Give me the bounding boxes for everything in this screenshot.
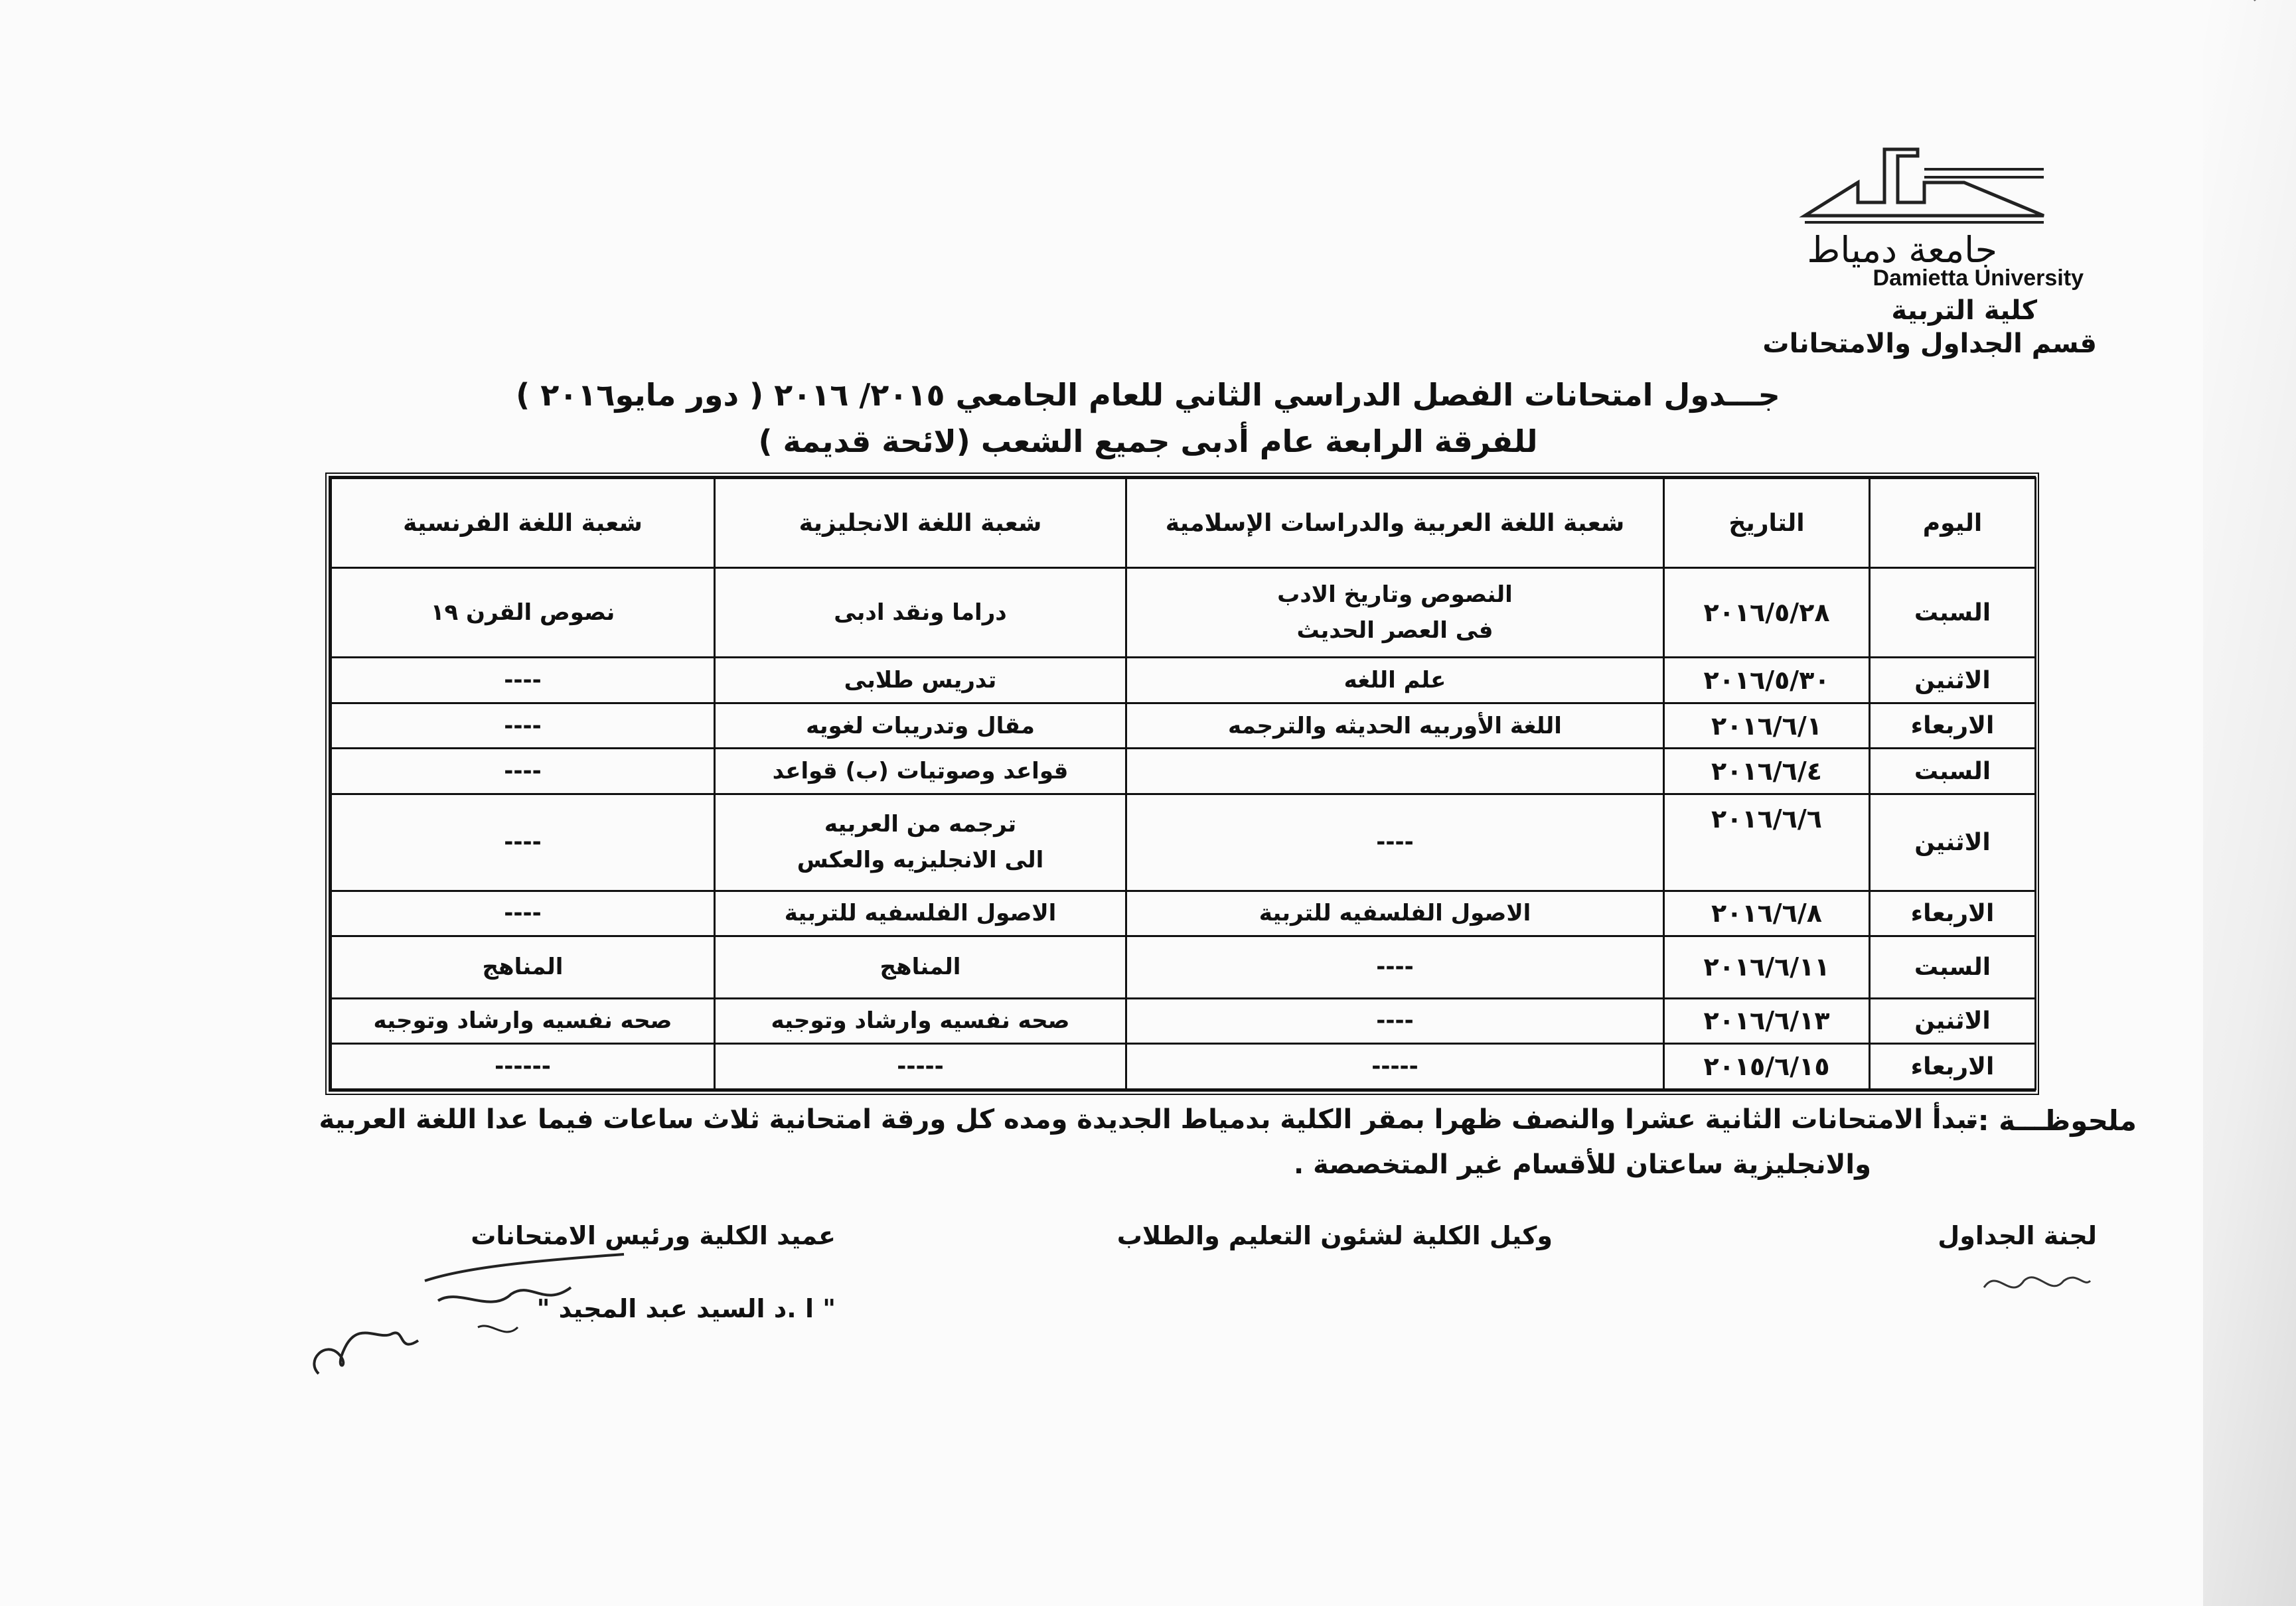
table-row [331,658,2036,703]
cell-date: ٢٠١٥/٦/١٥ [1664,1044,1870,1090]
table-row [331,749,2036,794]
cell-day: السبت [1870,568,2036,658]
cell-english: ----- [715,1044,1126,1090]
dean-name: " ا .د السيد عبد المجيد " [536,1294,836,1323]
table-row [331,891,2036,936]
cell-day: الاربعاء [1870,1044,2036,1090]
header-french-division: شعبة اللغة الفرنسية [331,478,715,568]
department-name: قسم الجداول والامتحانات [1762,328,2097,359]
header-english-division: شعبة اللغة الانجليزية [715,478,1126,568]
cell-date: ٢٠١٦/٦/١ [1664,703,1870,749]
document-subtitle: للفرقة الرابعة عام أدبى جميع الشعب (لائحة قديمة ) [758,423,1538,459]
exam-schedule-table [325,473,2039,1095]
letterhead [1752,143,2097,359]
university-name-english: Damietta University [1873,265,2084,291]
cell-arabic: علم اللغه [1126,658,1664,703]
cell-day: الاثنين [1870,794,2036,891]
cell-french: المناهج [331,936,715,999]
cell-date: ٢٠١٦/٥/٢٨ [1664,568,1870,658]
cell-arabic [1126,568,1664,658]
cell-french: ---- [331,749,715,794]
cell-english: مقال وتدريبات لغويه [715,703,1126,749]
cell-day: الاثنين [1870,998,2036,1044]
cell-date: ٢٠١٦/٦/٨ [1664,891,1870,936]
document-title: جـــدول امتحانات الفصل الدراسي الثاني للعام الجامعي ٢٠١٥/ ٢٠١٦ ( دور مايو٢٠١٦ ) [516,377,1780,413]
note-text-line1: تبدأ الامتحانات الثانية عشرا والنصف ظهرا بمقر الكلية بدمياط الجديدة ومده كل ورقة امتحانية ثلاث ساعات فيما عدا اللغة العربية [319,1104,1977,1135]
table-row [331,998,2036,1044]
committee-initials-icon [1977,1261,2097,1307]
cell-arabic-line1: النصوص وتاريخ الادب [1277,581,1513,609]
table-row [331,794,2036,891]
cell-arabic: ----- [1126,1044,1664,1090]
university-logo [1765,143,2084,229]
note-label: ملحوظـــة :- [1966,1104,2137,1137]
cell-arabic: ---- [1126,998,1664,1044]
cell-french: ---- [331,891,715,936]
logo-graphic-icon [1765,143,2084,229]
cell-day: الاثنين [1870,658,2036,703]
cell-arabic: ---- [1126,794,1664,891]
table-header-row [331,478,2036,568]
cell-date: ٢٠١٦/٦/١٣ [1664,998,1870,1044]
cell-date: ٢٠١٦/٦/١١ [1664,936,1870,999]
cell-french: ---- [331,794,715,891]
cell-english: الاصول الفلسفيه للتربية [715,891,1126,936]
cell-date: ٢٠١٦/٥/٣٠ [1664,658,1870,703]
cell-arabic: الاصول الفلسفيه للتربية [1126,891,1664,936]
signature-vice-dean: وكيل الكلية لشئون التعليم والطلاب [1116,1221,1553,1250]
handwritten-signature-icon [292,1241,637,1380]
cell-arabic [1126,749,1664,794]
university-name-arabic: جامعة دمياط [1807,229,1997,271]
cell-french: صحه نفسيه وارشاد وتوجيه [331,998,715,1044]
header-arabic-division: شعبة اللغة العربية والدراسات الإسلامية [1126,478,1664,568]
cell-english: قواعد وصوتيات (ب) قواعد [715,749,1126,794]
table-row [331,703,2036,749]
table-row [331,568,2036,658]
cell-date: ٢٠١٦/٦/٦ [1664,794,1870,891]
signature-dean: عميد الكلية ورئيس الامتحانات [471,1221,836,1250]
cell-english: المناهج [715,936,1126,999]
cell-day: السبت [1870,749,2036,794]
cell-french: ------ [331,1044,715,1090]
cell-day: الاربعاء [1870,703,2036,749]
signature-committee: لجنة الجداول [1938,1221,2097,1250]
schedule-grid [330,477,2036,1090]
header-date: التاريخ [1664,478,1870,568]
cell-french: نصوص القرن ١٩ [331,568,715,658]
cell-english: تدريس طلابى [715,658,1126,703]
header-day: اليوم [1870,478,2036,568]
cell-day: الاربعاء [1870,891,2036,936]
cell-english: صحه نفسيه وارشاد وتوجيه [715,998,1126,1044]
cell-english [715,794,1126,891]
page-fold-shadow [2203,0,2296,1606]
note-text-line2: والانجليزية ساعتان للأقسام غير المتخصصة . [1294,1149,1871,1180]
cell-english-line1: ترجمه من العربيه [824,811,1017,838]
cell-arabic: اللغة الأوربيه الحديثه والترجمه [1126,703,1664,749]
cell-french: ---- [331,703,715,749]
cell-date: ٢٠١٦/٦/٤ [1664,749,1870,794]
cell-english: دراما ونقد ادبى [715,568,1126,658]
cell-english-line2: الى الانجليزيه والعكس [797,847,1044,874]
faculty-name: كلية التربية [1891,295,2037,326]
cell-arabic: ---- [1126,936,1664,999]
table-row [331,1044,2036,1090]
table-row [331,936,2036,999]
cell-french: ---- [331,658,715,703]
cell-day: السبت [1870,936,2036,999]
cell-arabic-line2: فى العصر الحديث [1296,617,1493,644]
